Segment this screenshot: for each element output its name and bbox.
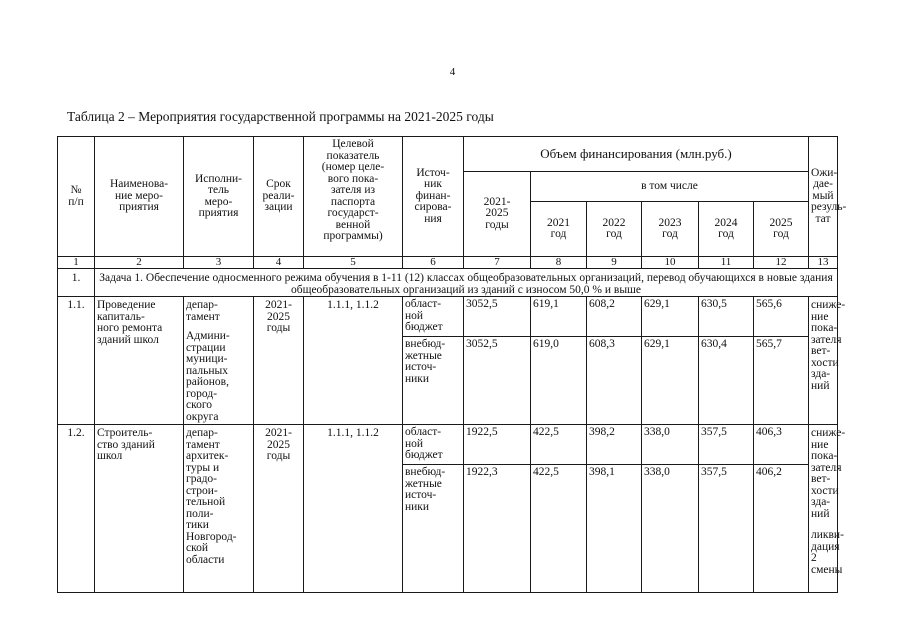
amount: 422,5 bbox=[533, 426, 559, 438]
amount: 608,2 bbox=[589, 298, 615, 310]
amount: 338,0 bbox=[644, 426, 670, 438]
header-indicator: Целевой показатель (номер целе- вого пока- зателя из паспорта государст- венной программы) bbox=[304, 137, 403, 257]
col-number: 8 bbox=[531, 257, 587, 269]
amount: 398,1 bbox=[587, 464, 641, 481]
header-total: 2021- 2025 годы bbox=[464, 172, 531, 257]
amount: 357,5 bbox=[699, 464, 753, 481]
result-text: сниже- ние пока- зателя вет- хости зда- ний bbox=[811, 427, 846, 520]
task-number: 1. bbox=[58, 269, 95, 297]
col-number: 2 bbox=[95, 257, 184, 269]
expected-result bbox=[809, 297, 846, 425]
y2025-cell bbox=[754, 297, 809, 425]
table-row bbox=[58, 425, 838, 593]
amount: 422,5 bbox=[531, 464, 586, 481]
expected-result bbox=[809, 425, 846, 593]
col-number: 3 bbox=[184, 257, 254, 269]
total-cell bbox=[464, 425, 531, 593]
executor-text: депар- тамент bbox=[186, 299, 220, 323]
header-source: Источ- ник финан- сирова- ния bbox=[403, 137, 464, 257]
amount: 619,0 bbox=[531, 336, 586, 353]
header-year-2024: 2024 год bbox=[699, 202, 754, 257]
header-expected: Ожи- дае- мый резуль- тат bbox=[809, 137, 838, 257]
y2024-cell bbox=[699, 425, 754, 593]
col-number: 9 bbox=[587, 257, 642, 269]
amount: 406,2 bbox=[754, 464, 808, 481]
amount: 565,7 bbox=[754, 336, 808, 353]
amount: 565,6 bbox=[756, 298, 782, 310]
y2025-cell bbox=[754, 425, 809, 593]
header-executor: Исполни- тель меро- приятия bbox=[184, 137, 254, 257]
header-year-2023: 2023 год bbox=[642, 202, 699, 257]
col-number: 5 bbox=[304, 257, 403, 269]
col-number: 10 bbox=[642, 257, 699, 269]
header-name: Наименова- ние меро- приятия bbox=[95, 137, 184, 257]
result-text: ликви- дация 2 смены bbox=[811, 529, 844, 576]
source-name: внебюд- жетные источ- ники bbox=[403, 336, 463, 387]
header-term: Срок реали- зации bbox=[254, 137, 304, 257]
table-row bbox=[58, 297, 838, 425]
y2023-cell bbox=[642, 297, 699, 425]
term: 2021- 2025 годы bbox=[254, 425, 304, 593]
col-number: 7 bbox=[464, 257, 531, 269]
header-year-2022: 2022 год bbox=[587, 202, 642, 257]
measure-name: Строитель- ство зданий школ bbox=[95, 425, 184, 593]
row-number: 1.1. bbox=[58, 297, 95, 425]
col-number: 4 bbox=[254, 257, 304, 269]
executor-text: депар- тамент архитек- туры и градо- строи- тельной поли- тики Новгород- ской области bbox=[186, 427, 237, 566]
col-number: 6 bbox=[403, 257, 464, 269]
row-number: 1.2. bbox=[58, 425, 95, 593]
amount: 398,2 bbox=[589, 426, 615, 438]
task-text: Задача 1. Обеспечение односменного режима обучения в 1-11 (12) классах общеобразовательных организаций, перевод обучающихся в новые здания общеобразовательных организаций из зданий с износом 50,0 % и выше bbox=[95, 269, 838, 297]
measure-name: Проведение капиталь- ного ремонта зданий школ bbox=[95, 297, 184, 425]
y2023-cell bbox=[642, 425, 699, 593]
total-cell bbox=[464, 297, 531, 425]
col-number: 12 bbox=[754, 257, 809, 269]
y2022-cell bbox=[587, 297, 642, 425]
header-funding: Объем финансирования (млн.руб.) bbox=[464, 137, 809, 172]
result-text: сниже- ние пока- зателя вет- хости зда- ний bbox=[811, 299, 846, 392]
executor-cell bbox=[184, 297, 254, 425]
col-number: 11 bbox=[699, 257, 754, 269]
y2021-cell bbox=[531, 297, 587, 425]
page-number: 4 bbox=[449, 66, 456, 78]
source-cell bbox=[403, 297, 464, 425]
y2021-cell bbox=[531, 425, 587, 593]
amount: 338,0 bbox=[642, 464, 698, 481]
amount: 3052,5 bbox=[466, 298, 498, 310]
source-name: внебюд- жетные источ- ники bbox=[403, 464, 463, 515]
source-name: област- ной бюджет bbox=[405, 426, 443, 461]
program-measures-table bbox=[57, 136, 847, 593]
amount: 406,3 bbox=[756, 426, 782, 438]
col-number: 13 bbox=[809, 257, 838, 269]
indicator: 1.1.1, 1.1.2 bbox=[304, 297, 403, 425]
amount: 619,1 bbox=[533, 298, 559, 310]
header-num: № п/п bbox=[58, 137, 95, 257]
header-year-2025: 2025 год bbox=[754, 202, 809, 257]
amount: 630,4 bbox=[699, 336, 753, 353]
y2022-cell bbox=[587, 425, 642, 593]
executor-text: Админи- страции муници- пальных районов, город- ского округа bbox=[186, 330, 230, 423]
amount: 3052,5 bbox=[464, 336, 530, 353]
header-year-2021: 2021 год bbox=[531, 202, 587, 257]
amount: 357,5 bbox=[701, 426, 727, 438]
amount: 629,1 bbox=[644, 298, 670, 310]
y2024-cell bbox=[699, 297, 754, 425]
table-caption: Таблица 2 – Мероприятия государственной программы на 2021-2025 годы bbox=[67, 109, 494, 124]
source-cell bbox=[403, 425, 464, 593]
header-including: в том числе bbox=[531, 172, 809, 202]
source-name: област- ной бюджет bbox=[405, 298, 443, 333]
amount: 630,5 bbox=[701, 298, 727, 310]
col-number: 1 bbox=[58, 257, 95, 269]
indicator: 1.1.1, 1.1.2 bbox=[304, 425, 403, 593]
executor-cell bbox=[184, 425, 254, 593]
amount: 1922,3 bbox=[464, 464, 530, 481]
amount: 1922,5 bbox=[466, 426, 498, 438]
amount: 608,3 bbox=[587, 336, 641, 353]
amount: 629,1 bbox=[642, 336, 698, 353]
term: 2021- 2025 годы bbox=[254, 297, 304, 425]
